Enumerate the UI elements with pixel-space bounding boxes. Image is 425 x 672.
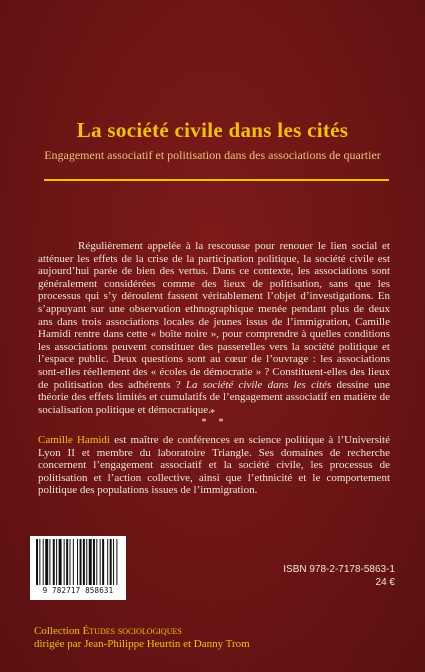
barcode-bar xyxy=(45,539,48,585)
barcode-bar xyxy=(86,539,87,585)
barcode-bar xyxy=(66,539,68,585)
barcode-bar xyxy=(77,539,78,585)
ornament-star: * xyxy=(201,417,207,428)
barcode-bar xyxy=(64,539,65,585)
ornament-star: * xyxy=(218,417,224,428)
isbn-number: ISBN 978-2-7178-5863-1 xyxy=(283,564,395,575)
barcode-bar xyxy=(49,539,50,585)
barcode-bar xyxy=(56,539,57,585)
author-bio xyxy=(38,434,390,497)
barcode-bar xyxy=(83,539,85,585)
barcode-bars xyxy=(36,539,120,585)
barcode-bar xyxy=(73,539,74,585)
barcode-bar xyxy=(80,539,82,585)
blurb-part-1: Régulièrement appelée à la rescousse pour renouer le lien social et atténuer les effets de la crise de la participation politique, la société civile est aujourd’hui parée de bien des vertus. Dans ce contexte, les associations sont généralement considérées comme des lieux de politisation, sans que les processus qui s’y déroulent fassent véritablement l’objet d’investigations. En s’appuyant sur une observation ethnographique menée pendant plus de deux ans dans trois associations locales de jeunes issus de l’immigration, Camille Hamidi rentre dans cette « boîte noire », pour comprendre à quelles conditions les associations peuvent constituer des passerelles vers la société politique et l’espace public. Deux questions sont au cœur de l’ouvrage : les associations sont-elles réellement des « écoles de démocratie » ? Constituent-elles des lieux de politisation des adhérents ? xyxy=(38,240,390,391)
barcode-digits: 9 782717 858631 xyxy=(42,586,114,595)
collection-name: Études sociologiques xyxy=(82,625,182,637)
book-blurb xyxy=(38,240,391,419)
collection-prefix: Collection xyxy=(34,625,83,637)
ornament-star: * xyxy=(210,408,215,419)
barcode-bar xyxy=(89,539,92,585)
author-name: Camille Hamidi xyxy=(38,434,110,446)
book-title: La société civile dans les cités xyxy=(76,118,349,142)
book-subtitle: Engagement associatif et politisation dans des associations de quartier xyxy=(44,148,381,162)
barcode-bar xyxy=(93,539,95,585)
isbn-block xyxy=(283,563,395,589)
barcode-bar xyxy=(110,539,112,585)
barcode-bar xyxy=(70,539,71,585)
barcode-bar xyxy=(53,539,55,585)
barcode-bar xyxy=(96,539,97,585)
section-ornament xyxy=(0,409,425,427)
barcode xyxy=(30,536,126,600)
blurb-part-2: dessine une théorie des effets limités et cumulatifs de l’engagement associatif en matière de socialisation politique et démocratique. xyxy=(38,378,391,416)
title-divider xyxy=(44,179,389,181)
collection-directors: dirigée par Jean-Philippe Heurtin et Danny Trom xyxy=(34,638,250,650)
barcode-bar xyxy=(100,539,101,585)
collection-info xyxy=(34,625,250,651)
barcode-bar xyxy=(113,539,114,585)
barcode-bar xyxy=(36,539,38,585)
barcode-bar xyxy=(59,539,62,585)
barcode-bar xyxy=(39,539,40,585)
price: 24 € xyxy=(375,577,395,588)
barcode-bar xyxy=(102,539,104,585)
barcode-bar xyxy=(116,539,117,585)
barcode-bar xyxy=(107,539,108,585)
blurb-title-ref: La société civile dans les cités xyxy=(185,378,332,391)
barcode-bar xyxy=(43,539,44,585)
author-bio-text: est maître de conférences en science politique à l’Université Lyon II et membre du laboratoire Triangle. Ses domaines de recherche concernent l’engagement associatif et la société civile, les processus de politisation et l’action collective, ainsi que l’ethnicité et le comportement politique des populations issues de l’immigration. xyxy=(38,434,390,497)
